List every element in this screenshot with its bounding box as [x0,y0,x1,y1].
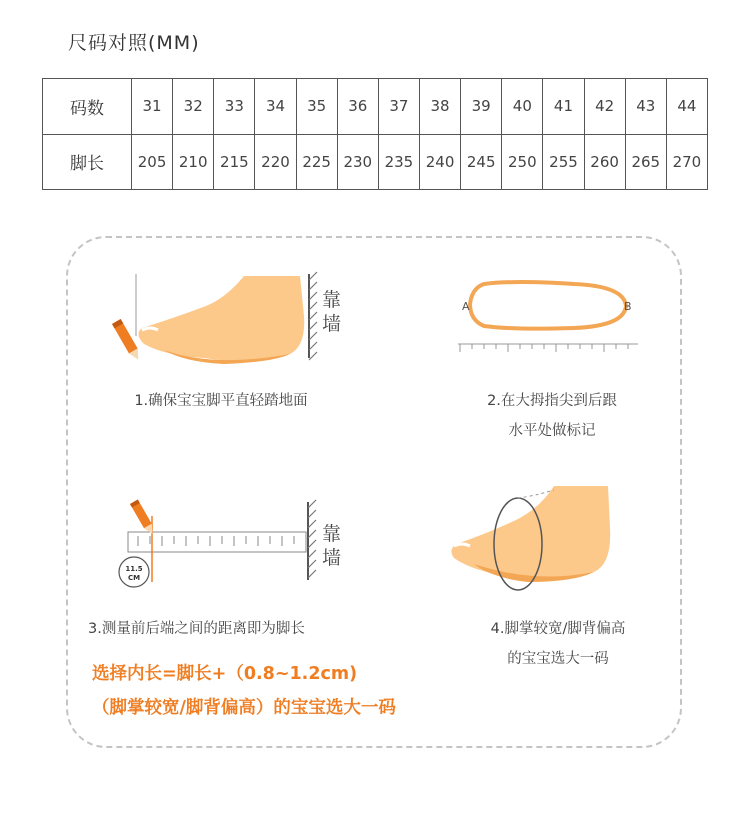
table-cell: 42 [584,79,625,135]
table-cell: 265 [625,134,666,190]
table-cell: 220 [255,134,296,190]
page-title: 尺码对照(MM) [68,32,200,54]
table-cell: 39 [461,79,502,135]
wall-hatch [309,272,317,360]
ruler-ticks [460,344,628,352]
caption-line: 3.测量前后端之间的距离即为脚长 [88,621,305,637]
row-header: 脚长 [43,134,132,190]
table-cell: 40 [502,79,543,135]
badge-unit: CM [127,574,141,582]
table-cell: 34 [255,79,296,135]
table-cell: 270 [666,134,707,190]
caption-line: 水平处做标记 [508,423,596,439]
caption-line: 1.确保宝宝脚平直轻踏地面 [134,393,308,409]
wall-label-1: 靠 [322,523,342,545]
table-cell: 230 [337,134,378,190]
wall-label-2: 墙 [322,313,342,335]
caption-line: 4.脚掌较宽/脚背偏高 [490,621,626,637]
ruler-measure-illustration [112,496,362,596]
foot-against-wall-illustration [104,266,354,376]
table-cell: 205 [132,134,173,190]
foot-shape [138,276,304,361]
table-cell: 245 [461,134,502,190]
size-chart-table [42,78,708,190]
wall-hatch [308,500,316,578]
pencil-icon [112,319,143,362]
table-cell: 210 [173,134,214,190]
table-row-size [43,79,708,135]
step-4-caption [448,614,668,674]
table-cell: 36 [337,79,378,135]
ruler-body [128,532,306,552]
table-cell: 240 [419,134,460,190]
step-3-caption [88,614,388,644]
wall-label-1: 靠 [322,289,342,311]
table-cell: 35 [296,79,337,135]
point-b-label: B [624,300,632,313]
wall-label-2: 墙 [322,547,342,569]
table-cell: 255 [543,134,584,190]
table-cell: 215 [214,134,255,190]
table-cell: 225 [296,134,337,190]
table-cell: 44 [666,79,707,135]
table-cell: 260 [584,134,625,190]
row-header: 码数 [43,79,132,135]
sizing-tip-1: 选择内长=脚长+（0.8~1.2cm) [92,664,358,684]
sizing-tip-2: （脚掌较宽/脚背偏高）的宝宝选大一码 [92,698,396,718]
table-cell: 33 [214,79,255,135]
table-cell: 41 [543,79,584,135]
table-cell: 250 [502,134,543,190]
badge-value: 11.5 [125,565,143,573]
table-cell: 31 [132,79,173,135]
step-1-caption [96,386,346,416]
caption-line: 的宝宝选大一码 [507,651,609,667]
caption-line: 2.在大拇指尖到后跟 [487,393,617,409]
step-2-caption [452,386,652,446]
footprint-outline [470,282,626,329]
table-cell: 235 [378,134,419,190]
wide-foot-illustration [444,478,644,590]
table-cell: 43 [625,79,666,135]
footprint-illustration [454,276,644,356]
foot-shape [451,486,610,579]
table-cell: 37 [378,79,419,135]
point-a-label: A [462,300,470,313]
table-cell: 32 [173,79,214,135]
table-cell: 38 [419,79,460,135]
table-row-foot-length [43,134,708,190]
